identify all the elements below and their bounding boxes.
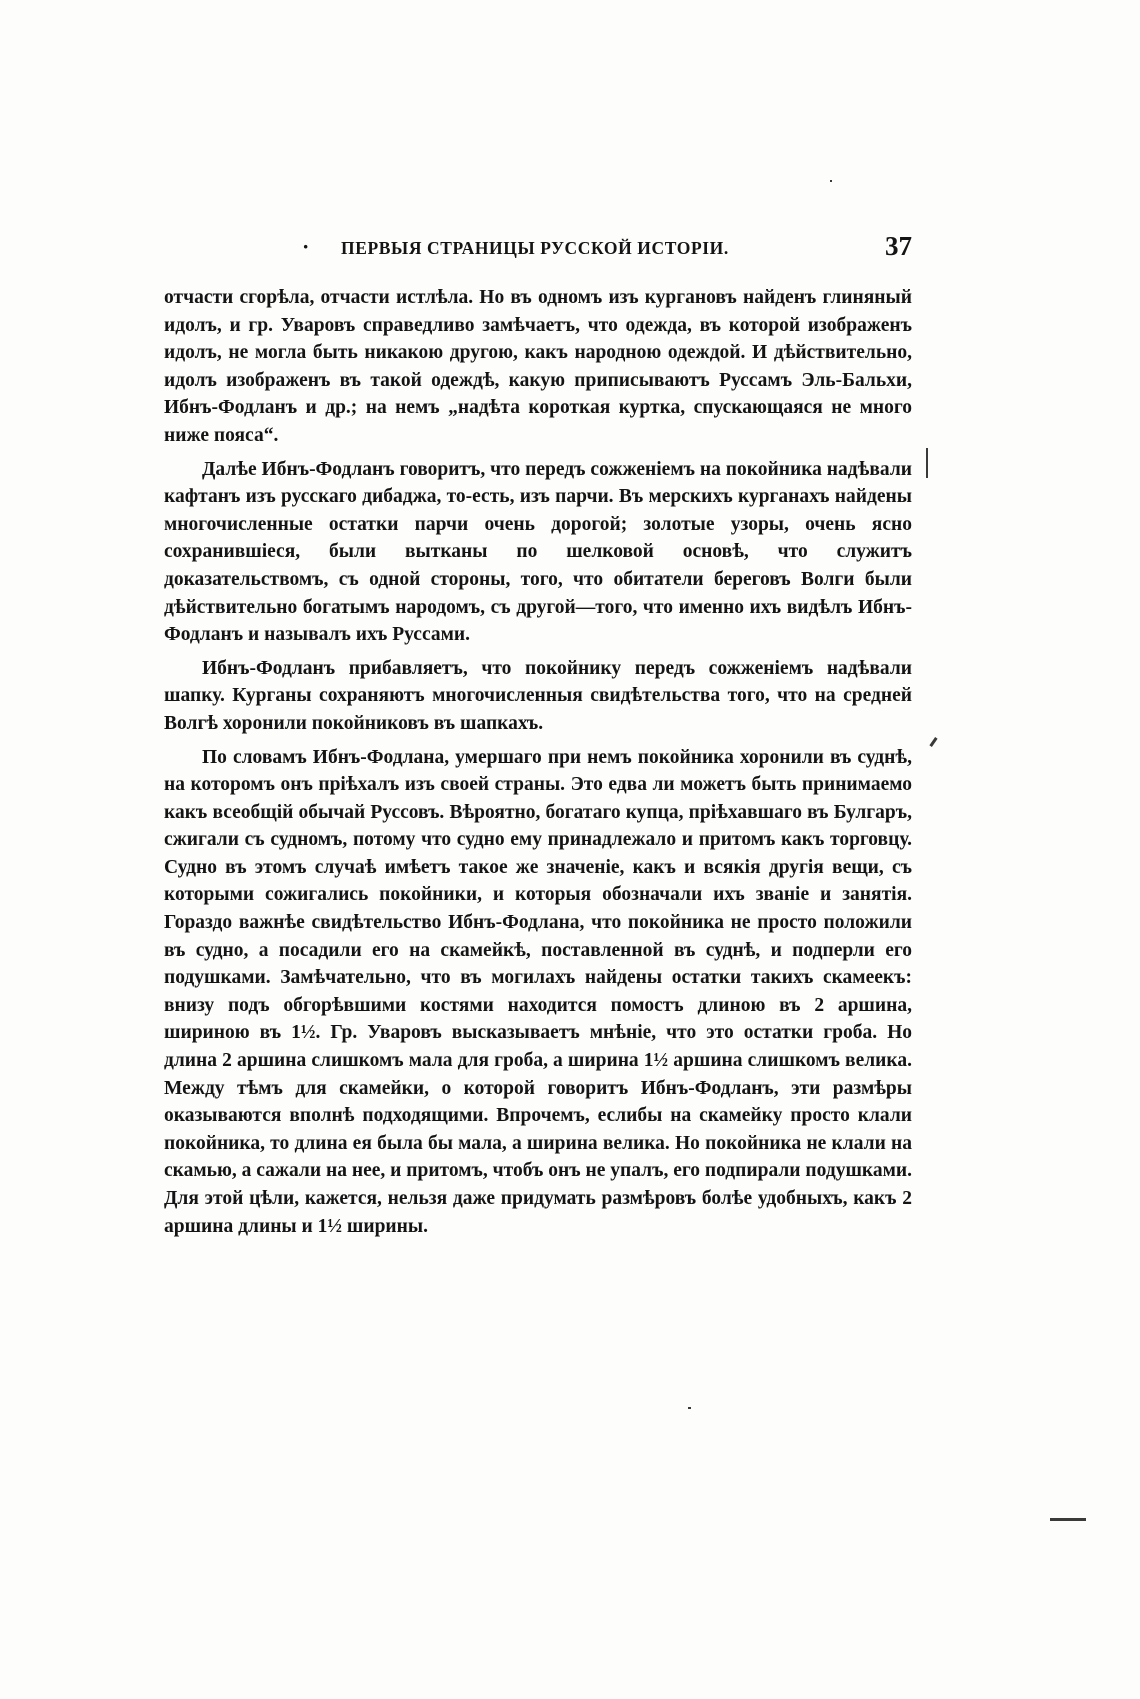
scan-speck bbox=[830, 180, 832, 182]
body-text bbox=[164, 284, 912, 1246]
running-head bbox=[296, 231, 912, 264]
scan-margin-tick bbox=[929, 737, 937, 747]
scan-margin-mark bbox=[926, 448, 928, 478]
scan-speck bbox=[688, 1407, 691, 1409]
scan-edge-dash bbox=[1050, 1518, 1086, 1521]
header-dot: · bbox=[302, 234, 310, 259]
paragraph-boat-burial: По словамъ Ибнъ-Фодлана, умершаго при немъ покойника хоронили въ суднѣ, на которомъ онъ пріѣхалъ изъ своей страны. Это едва ли можетъ быть принимаемо какъ всеобщій обычай Руссовъ. Вѣроятно, богатаго купца, пріѣхавшаго въ Булгаръ, сжигали съ судномъ, потому что судно ему принадлежало и притомъ какъ торговцу. Судно въ этомъ случаѣ имѣетъ такое же значеніе, какъ и всякія другія вещи, съ которыми сожигались покойники, и которыя обозначали ихъ званіе и занятія. Гораздо важнѣе свидѣтельство Ибнъ-Фодлана, что покойника не просто положили въ судно, а посадили его на скамейкѣ, поставленной въ суднѣ, и подперли его подушками. Замѣчательно, что въ могилахъ найдены остатки такихъ скамеекъ: внизу подъ обгорѣвшими костями находится помостъ длиною въ 2 аршина, шириною въ 1½. Гр. Уваровъ высказываетъ мнѣніе, что это остатки гроба. Но длина 2 аршина слишкомъ мала для гроба, а ширина 1½ аршина слишкомъ велика. Между тѣмъ для скамейки, о которой говоритъ Ибнъ-Фодланъ, эти размѣры оказываются вполнѣ подходящими. Впрочемъ, еслибы на скамейку просто клали покойника, то длина ея была бы мала, а ширина велика. Но покойника не клали на скамью, а сажали на нее, и притомъ, чтобъ онъ не упалъ, его подпирали подушками. Для этой цѣли, кажется, нельзя даже придумать размѣровъ болѣе удобныхъ, какъ 2 аршина длины и 1½ ширины. bbox=[164, 746, 912, 1237]
paragraph-kaftan: Далѣе Ибнъ-Фодланъ говоритъ, что передъ сожженіемъ на покойника надѣвали кафтанъ изъ русскаго дибаджа, то-есть, изъ парчи. Въ мерскихъ курганахъ найдены многочисленные остатки парчи очень дорогой; золотые узоры, очень ясно сохранившіеся, были вытканы по шелковой основѣ, что служитъ доказательствомъ, съ одной стороны, того, что обитатели береговъ Волги были дѣйствительно богатымъ народомъ, съ другой—того, что именно ихъ видѣлъ Ибнъ-Фодланъ и называлъ ихъ Руссами. bbox=[164, 458, 912, 646]
paragraph-continued: отчасти сгорѣла, отчасти истлѣла. Но въ одномъ изъ кургановъ найденъ глиняный идолъ, и гр. Уваровъ справедливо замѣчаетъ, что одежда, въ которой изображенъ идолъ, не могла быть никакою другою, какъ народною одеждой. И дѣйствительно, идолъ изображенъ въ такой одеждѣ, какую приписываютъ Руссамъ Эль-Бальхи, Ибнъ-Фодланъ и др.; на немъ „надѣта короткая куртка, спускающаяся не много ниже пояса“. bbox=[164, 287, 912, 446]
running-title: ПЕРВЫЯ СТРАНИЦЫ РУССКОЙ ИСТОРІИ. bbox=[341, 238, 729, 258]
paragraph-cap: Ибнъ-Фодланъ прибавляетъ, что покойнику передъ сожженіемъ надѣвали шапку. Курганы сохраняютъ многочисленныя свидѣтельства того, что на средней Волгѣ хоронили покойниковъ въ шапкахъ. bbox=[164, 657, 912, 734]
page-number: 37 bbox=[885, 231, 912, 261]
